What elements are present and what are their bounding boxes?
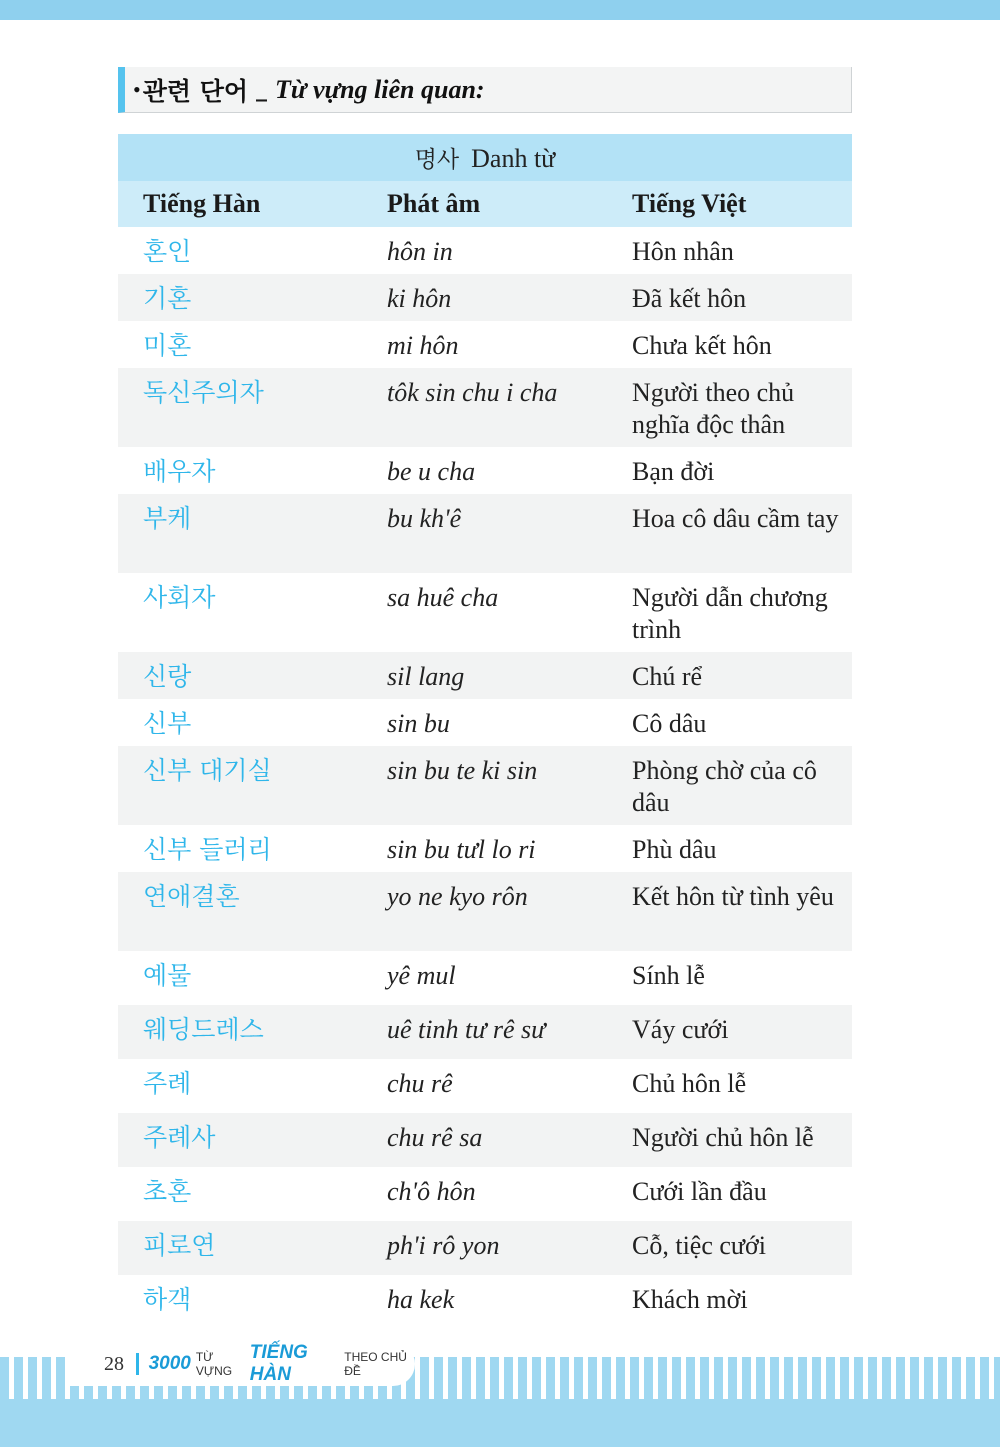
cell-korean: 주례 [143,1069,192,1098]
section-title-korean: 관련 단어 [142,76,249,106]
table-row [118,872,852,951]
cell-vietnamese: Chủ hôn lễ [632,1069,747,1098]
cell-pronunciation: uê tinh tư rê sư [387,1015,546,1044]
cell-korean: 신부 들러리 [143,835,272,864]
table-row [118,274,852,321]
book-title-highlight: TIẾNG HÀN [249,1342,308,1385]
table-row [118,1221,852,1275]
table-body [118,227,852,1329]
cell-vietnamese: Người chủ hôn lễ [632,1123,814,1152]
cell-pronunciation: sin bu te ki sin [387,756,538,785]
cell-pronunciation: ph'i rô yon [387,1231,500,1260]
cell-vietnamese: Váy cưới [632,1015,729,1044]
cell-korean: 하객 [143,1285,192,1314]
cell-pronunciation: be u cha [387,457,476,486]
cell-pronunciation: yo ne kyo rôn [387,882,528,911]
table-row [118,494,852,573]
footer-label [70,1342,415,1386]
column-header-pronunciation: Phát âm [387,189,481,218]
cell-pronunciation: tôk sin chu i cha [387,378,558,407]
cell-korean: 예물 [143,961,192,990]
footer-stripe-solid [0,1399,1000,1447]
page-footer [0,1342,1000,1447]
cell-korean: 주례사 [143,1123,216,1152]
table-header-row [118,181,852,227]
table-row [118,825,852,872]
cell-vietnamese: Sính lễ [632,961,705,990]
bullet-icon: • [133,76,141,102]
cell-vietnamese: Khách mời [632,1285,748,1314]
table-row [118,447,852,494]
table-row [118,321,852,368]
section-title-separator: _ [256,77,268,102]
cell-pronunciation: hôn in [387,237,453,266]
book-title-part2: THEO CHỦ ĐỀ [344,1350,407,1378]
book-title-part1: TỪ VỰNG [195,1350,233,1378]
cell-korean: 혼인 [143,237,192,266]
table-row [118,746,852,825]
cell-vietnamese: Bạn đời [632,457,715,486]
table-row [118,368,852,447]
cell-korean: 초혼 [143,1177,192,1206]
cell-pronunciation: sin bu [387,709,450,738]
section-heading [118,67,852,113]
cell-vietnamese: Phù dâu [632,835,717,864]
cell-korean: 기혼 [143,284,192,313]
cell-vietnamese: Đã kết hôn [632,284,747,313]
cell-vietnamese: Cưới lần đầu [632,1177,767,1206]
cell-pronunciation: ki hôn [387,284,452,313]
cell-pronunciation: bu kh'ê [387,504,462,533]
table-row [118,652,852,699]
table-row [118,227,852,274]
cell-vietnamese: Cỗ, tiệc cưới [632,1231,766,1260]
cell-korean: 웨딩드레스 [143,1015,264,1044]
cell-vietnamese: Kết hôn từ tình yêu [632,882,834,911]
table-row [118,1275,852,1329]
table-row [118,699,852,746]
cell-pronunciation: ha kek [387,1285,455,1314]
table-row [118,1005,852,1059]
cell-korean: 피로연 [143,1231,216,1260]
table-row [118,1059,852,1113]
table-row [118,1113,852,1167]
cell-pronunciation: sin bu tưl lo ri [387,835,536,864]
cell-korean: 신랑 [143,662,192,691]
top-decorative-band [0,0,1000,20]
cell-korean: 사회자 [143,583,216,612]
cell-pronunciation: chu rê sa [387,1123,483,1152]
column-header-vietnamese: Tiếng Việt [632,189,747,218]
cell-pronunciation: sa huê cha [387,583,499,612]
footer-divider [136,1353,139,1375]
cell-vietnamese: Chưa kết hôn [632,331,772,360]
cell-vietnamese: Phòng chờ của cô dâu [632,756,817,817]
cell-korean: 신부 [143,709,192,738]
cell-korean: 신부 대기실 [143,756,272,785]
cell-vietnamese: Người theo chủ nghĩa độc thân [632,378,795,439]
cell-korean: 미혼 [143,331,192,360]
table-caption-vietnamese: Danh từ [471,144,556,173]
table-row [118,573,852,652]
cell-pronunciation: yê mul [387,961,456,990]
cell-pronunciation: sil lang [387,662,465,691]
table-caption-korean: 명사 [414,147,460,173]
book-title-number: 3000 [148,1353,191,1374]
cell-vietnamese: Cô dâu [632,709,707,738]
cell-korean: 배우자 [143,457,216,486]
column-header-korean: Tiếng Hàn [143,189,261,218]
cell-vietnamese: Chú rể [632,662,703,691]
cell-pronunciation: mi hôn [387,331,459,360]
table-row [118,1167,852,1221]
cell-korean: 연애결혼 [143,882,240,911]
section-title-vietnamese: Từ vựng liên quan: [275,74,485,104]
page-number: 28 [104,1352,124,1375]
vocabulary-table [118,134,852,1329]
cell-vietnamese: Người dẫn chương trình [632,583,828,644]
cell-pronunciation: ch'ô hôn [387,1177,476,1206]
cell-vietnamese: Hoa cô dâu cầm tay [632,504,839,533]
table-caption [118,134,852,181]
cell-pronunciation: chu rê [387,1069,453,1098]
cell-korean: 부케 [143,504,192,533]
cell-vietnamese: Hôn nhân [632,237,734,266]
cell-korean: 독신주의자 [143,378,264,407]
table-row [118,951,852,1005]
